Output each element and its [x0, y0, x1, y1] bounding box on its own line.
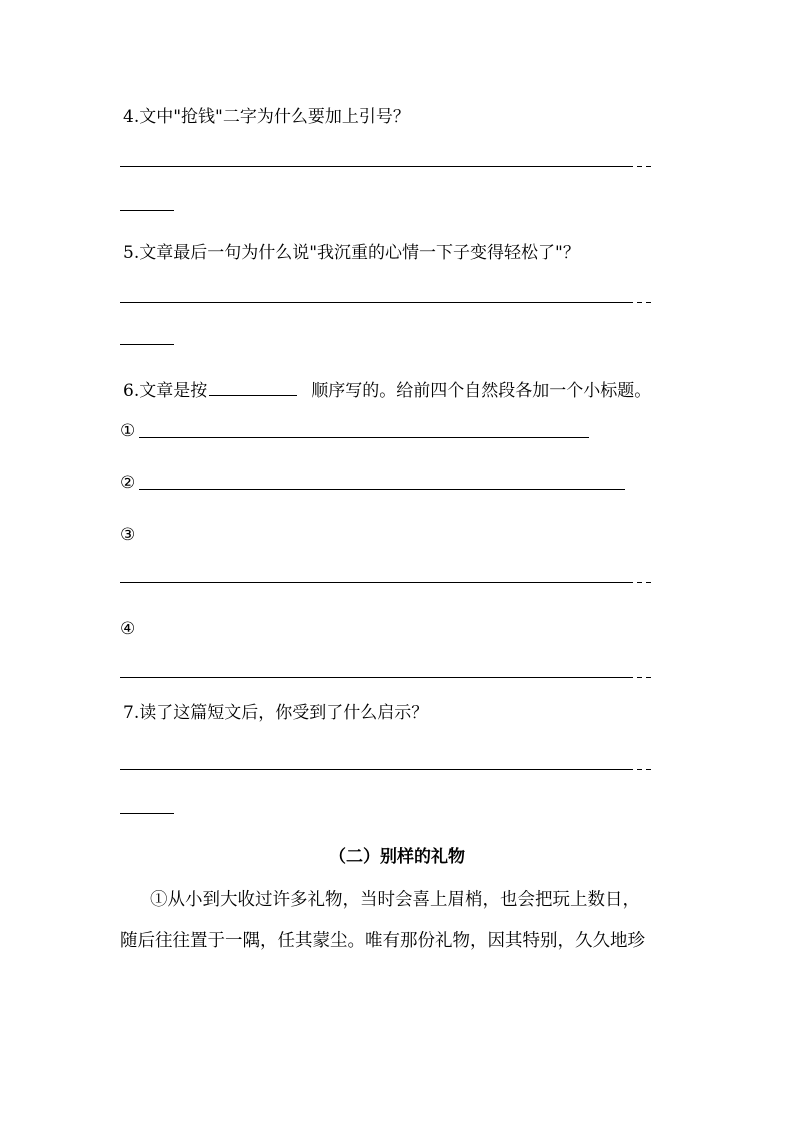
answer-line-4a-dash	[646, 166, 651, 167]
question-6-text-after: 顺序写的。给前四个自然段各加一个小标题。	[311, 381, 652, 401]
answer-line-7a	[120, 769, 633, 770]
question-7: 7.读了这篇短文后，你受到了什么启示？	[123, 703, 429, 723]
answer-line-4a	[120, 166, 633, 167]
question-4: 4.文中"抢钱"二字为什么要加上引号？	[123, 107, 410, 127]
passage-line-2: 随后往往置于一隅，任其蒙尘。唯有那份礼物，因其特别，久久地珍	[120, 931, 645, 951]
question-6	[123, 379, 651, 402]
passage-line-1: ①从小到大收过许多礼物，当时会喜上眉梢，也会把玩上数日，	[150, 890, 640, 910]
answer-line-5a-dash	[646, 302, 651, 303]
subheading-2-number: ②	[120, 473, 136, 493]
subheading-4-line-dash	[646, 677, 651, 678]
subheading-4-line	[120, 677, 633, 678]
subheading-2-line	[139, 489, 625, 490]
answer-line-5a-dash	[637, 302, 642, 303]
answer-line-5a	[120, 302, 633, 303]
subheading-1-number: ①	[120, 421, 136, 441]
answer-line-7a-dash	[637, 769, 642, 770]
answer-line-7a-dash	[646, 769, 651, 770]
section-title: （二）别样的礼物	[329, 847, 465, 867]
subheading-1-line	[139, 437, 589, 438]
subheading-3-line-dash	[646, 582, 651, 583]
subheading-4-line-dash	[637, 677, 642, 678]
subheading-3-line	[120, 582, 633, 583]
question-6-blank	[209, 379, 297, 396]
question-5: 5.文章最后一句为什么说"我沉重的心情一下子变得轻松了"？	[123, 243, 580, 263]
answer-line-4a-dash	[637, 166, 642, 167]
answer-line-4b	[120, 210, 174, 211]
question-6-text-before: 6.文章是按	[123, 381, 208, 401]
answer-line-5b	[120, 344, 174, 345]
subheading-4-number: ④	[120, 619, 136, 639]
answer-line-7b	[120, 813, 174, 814]
subheading-3-number: ③	[120, 525, 136, 545]
subheading-3-line-dash	[637, 582, 642, 583]
